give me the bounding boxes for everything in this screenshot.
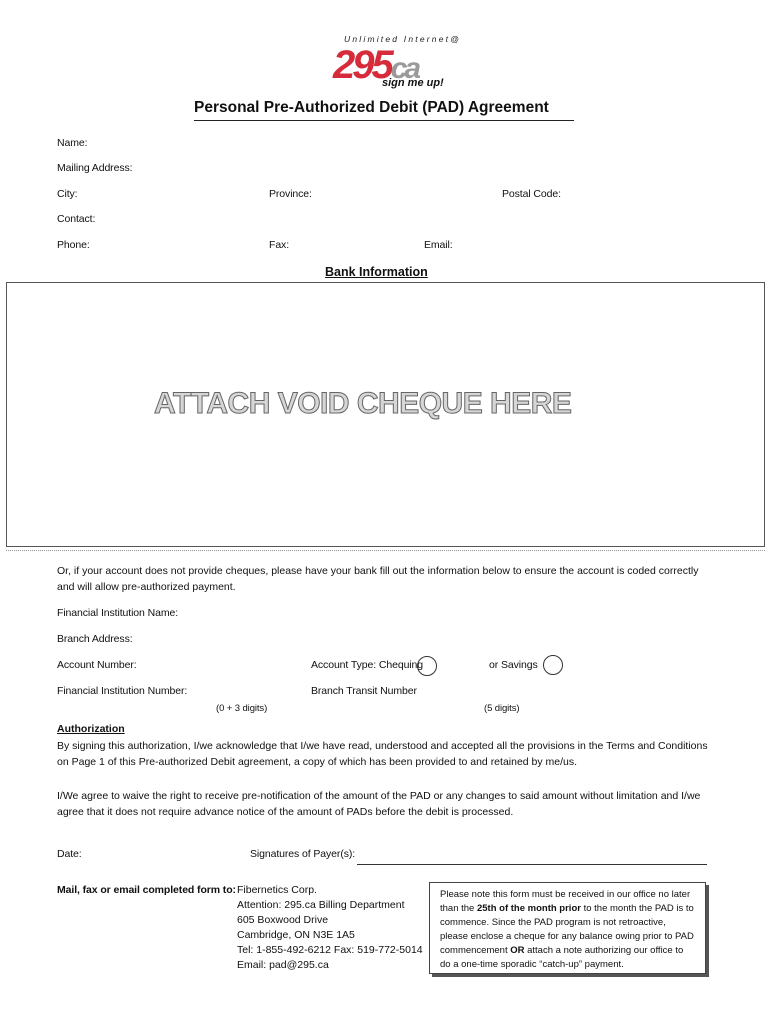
transit-digits-hint: (5 digits) [484,703,520,714]
institution-name-label: Financial Institution Name: [57,607,179,619]
note-text: to the month the PAD is to commence. Since the PAD program is not retroactive, please enclose a cheque for any balance owing prior to PAD commencement [440,903,694,956]
mail-instructions-label: Mail, fax or email completed form to: [57,884,236,896]
contact-label: Contact: [57,213,96,225]
name-label: Name: [57,137,88,149]
note-or: OR [510,945,525,956]
attach-cheque-text: ATTACH VOID CHEQUE HERE [154,387,572,420]
institution-number-label: Financial Institution Number: [57,685,188,697]
alt-instructions: Or, if your account does not provide cheques, please have your bank fill out the information below to ensure the account is coded correctly and will allow pre-authorized payment. [57,565,699,593]
email-label: Email: [424,239,453,251]
note-text: attach a note authorizing our office to do a one-time sporadic “catch-up” payment. [440,945,684,970]
void-cheque-area[interactable] [6,282,765,547]
savings-checkbox[interactable] [543,655,563,675]
page-title: Personal Pre-Authorized Debit (PAD) Agreement [194,99,549,116]
note-text: Please note this form must be received in our office no later than the [440,889,691,914]
chequing-checkbox[interactable] [417,656,437,676]
cheque-dotted-line [6,550,765,551]
city-label: City: [57,188,78,200]
account-number-label: Account Number: [57,659,137,671]
address-line: Attention: 295.ca Billing Department [237,899,405,911]
postal-code-label: Postal Code: [502,188,561,200]
province-label: Province: [269,188,312,200]
authorization-paragraph-1: By signing this authorization, I/we acknowledge that I/we have read, understood and accepted all the provisions in the Terms and Conditions on Page 1 of this Pre-authorized Debit agreement, a copy of which has been provided to and retained by me/us. [57,740,708,768]
address-line: Email: pad@295.ca [237,959,329,971]
phone-label: Phone: [57,239,90,251]
mailing-address-block [237,883,423,973]
logo-tagline: Unlimited Internet@ [344,34,462,44]
bank-information-heading: Bank Information [325,265,428,279]
branch-address-label: Branch Address: [57,633,133,645]
address-line: Fibernetics Corp. [237,884,317,896]
deadline-note [429,882,706,974]
address-line: Cambridge, ON N3E 1A5 [237,929,355,941]
address-line: 605 Boxwood Drive [237,914,329,926]
savings-label: or Savings [489,659,538,671]
address-line: Tel: 1-855-492-6212 Fax: 519-772-5014 [237,944,423,956]
logo-slogan: sign me up! [382,77,444,89]
signature-line[interactable] [357,864,707,865]
institution-digits-hint: (0 + 3 digits) [216,703,268,714]
logo-number: 295 [333,43,391,87]
title-underline [194,120,574,121]
authorization-paragraph-2: I/We agree to waive the right to receive pre-notification of the amount of the PAD or any changes to said amount without limitation and I/we agree that it does not require advance notice of the amount of PADs before the debit is processed. [57,790,701,818]
date-label: Date: [57,848,82,860]
branch-transit-label: Branch Transit Number [311,685,417,697]
logo-suffix: ca [390,52,419,85]
signatures-label: Signatures of Payer(s): [250,848,356,860]
authorization-heading: Authorization [57,723,125,735]
fax-label: Fax: [269,239,290,251]
mailing-address-label: Mailing Address: [57,162,133,174]
account-type-label: Account Type: Chequing [311,659,424,671]
note-deadline: 25th of the month prior [476,903,581,914]
